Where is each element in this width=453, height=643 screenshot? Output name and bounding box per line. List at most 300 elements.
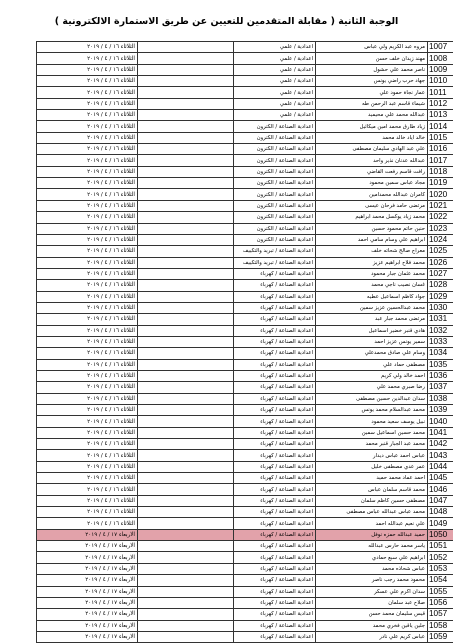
table-row [37, 620, 453, 631]
name-cell: محمد عثمان جبار محمود [316, 268, 428, 279]
date-cell: الثلاثاء ١٦ / ٤ / ٢٠١٩ [37, 132, 138, 143]
name-cell: محمد قاسم سلمان عباس [316, 484, 428, 495]
date-cell: الثلاثاء ١٦ / ٤ / ٢٠١٩ [37, 64, 138, 75]
name-cell: وسام علي صادق محمدعلي [316, 348, 428, 359]
date-cell: الثلاثاء ١٦ / ٤ / ٢٠١٩ [37, 336, 138, 347]
table-row [37, 212, 453, 223]
number-cell: 1012 [428, 98, 453, 109]
name-cell: مجاد عباس سمين محمود [316, 178, 428, 189]
table-row [37, 234, 453, 245]
date-cell: الثلاثاء ١٦ / ٤ / ٢٠١٩ [37, 518, 138, 529]
table-row [37, 246, 453, 257]
name-cell: مرتضى محمد جبار عبد [316, 314, 428, 325]
date-cell: الثلاثاء ١٦ / ٤ / ٢٠١٩ [37, 461, 138, 472]
date-cell: الاربعاء ١٧ / ٤ / ٢٠١٩ [37, 586, 138, 597]
number-cell: 1036 [428, 370, 453, 381]
date-cell: الثلاثاء ١٦ / ٤ / ٢٠١٩ [37, 405, 138, 416]
table-row [37, 563, 453, 574]
name-cell: كامران عبدالله محمدامين [316, 189, 428, 200]
date-cell: الثلاثاء ١٦ / ٤ / ٢٠١٩ [37, 280, 138, 291]
branch-cell: اعدادية الصناعة / كهرباء [234, 563, 316, 574]
empty-cell [138, 552, 234, 563]
table-row [37, 144, 453, 155]
name-cell: صلاح عبد سلمان [316, 597, 428, 608]
number-cell: 1037 [428, 382, 453, 393]
empty-cell [138, 212, 234, 223]
number-cell: 1031 [428, 314, 453, 325]
table-row [37, 166, 453, 177]
name-cell: رافت قاسم رفعت القاضي [316, 166, 428, 177]
number-cell: 1055 [428, 586, 453, 597]
date-cell: الثلاثاء ١٦ / ٤ / ٢٠١٩ [37, 212, 138, 223]
number-cell: 1039 [428, 405, 453, 416]
table-row [37, 325, 453, 336]
table-row [37, 291, 453, 302]
table-row [37, 348, 453, 359]
empty-cell [138, 302, 234, 313]
number-cell: 1008 [428, 53, 453, 64]
table-row [37, 336, 453, 347]
empty-cell [138, 144, 234, 155]
date-cell: الاربعاء ١٧ / ٤ / ٢٠١٩ [37, 529, 138, 540]
empty-cell [138, 76, 234, 87]
name-cell: علي عبد الهادي سليمان مصطفى [316, 144, 428, 155]
date-cell: الاربعاء ١٧ / ٤ / ٢٠١٩ [37, 609, 138, 620]
number-cell: 1010 [428, 76, 453, 87]
number-cell: 1053 [428, 563, 453, 574]
date-cell: الثلاثاء ١٦ / ٤ / ٢٠١٩ [37, 42, 138, 53]
name-cell: سدان عبدالدين حسين مصطفى [316, 393, 428, 404]
table-row [37, 609, 453, 620]
name-cell: ابراهيم علي سبع حمادي [316, 552, 428, 563]
name-cell: قيس سليمان محمد حسن [316, 609, 428, 620]
number-cell: 1052 [428, 552, 453, 563]
empty-cell [138, 178, 234, 189]
number-cell: 1058 [428, 620, 453, 631]
number-cell: 1026 [428, 257, 453, 268]
branch-cell: اعدادية الصناعة / الكترون [234, 212, 316, 223]
table-row [37, 439, 453, 450]
number-cell: 1020 [428, 189, 453, 200]
name-cell: محمد زياد يوكسل محمد ابراهيم [316, 212, 428, 223]
branch-cell: اعدادية الصناعة / الكترون [234, 189, 316, 200]
empty-cell [138, 631, 234, 642]
empty-cell [138, 53, 234, 64]
empty-cell [138, 484, 234, 495]
date-cell: الثلاثاء ١٦ / ٤ / ٢٠١٩ [37, 87, 138, 98]
date-cell: الثلاثاء ١٦ / ٤ / ٢٠١٩ [37, 234, 138, 245]
table-row [37, 461, 453, 472]
date-cell: الثلاثاء ١٦ / ٤ / ٢٠١٩ [37, 484, 138, 495]
name-cell: علي نعيم عبدالله احمد [316, 518, 428, 529]
name-cell: احمد عماد محمد حميد [316, 473, 428, 484]
branch-cell: اعدادية / علمي [234, 87, 316, 98]
branch-cell: اعدادية الصناعة / كهرباء [234, 405, 316, 416]
number-cell: 1022 [428, 212, 453, 223]
date-cell: الثلاثاء ١٦ / ٤ / ٢٠١٩ [37, 291, 138, 302]
date-cell: الثلاثاء ١٦ / ٤ / ٢٠١٩ [37, 155, 138, 166]
empty-cell [138, 370, 234, 381]
number-cell: 1013 [428, 110, 453, 121]
table-row [37, 302, 453, 313]
branch-cell: اعدادية / علمي [234, 64, 316, 75]
name-cell: مصطفى حسين كاظم سلمان [316, 495, 428, 506]
name-cell: جهاد حرب راضي يونس [316, 76, 428, 87]
table-row [37, 382, 453, 393]
empty-cell [138, 64, 234, 75]
date-cell: الثلاثاء ١٦ / ٤ / ٢٠١٩ [37, 121, 138, 132]
number-cell: 1044 [428, 461, 453, 472]
date-cell: الاربعاء ١٧ / ٤ / ٢٠١٩ [37, 552, 138, 563]
branch-cell: اعدادية الصناعة / الكترون [234, 155, 316, 166]
table-row [37, 370, 453, 381]
branch-cell: اعدادية الصناعة / كهرباء [234, 268, 316, 279]
name-cell: سمير يونس عزيز احمد [316, 336, 428, 347]
name-cell: حميد عبدالله حمزه نوفل [316, 529, 428, 540]
table-row [37, 631, 453, 642]
empty-cell [138, 473, 234, 484]
branch-cell: اعدادية الصناعة / كهرباء [234, 495, 316, 506]
table-row [37, 427, 453, 438]
number-cell: 1046 [428, 484, 453, 495]
branch-cell: اعدادية الصناعة / كهرباء [234, 325, 316, 336]
empty-cell [138, 359, 234, 370]
table-row [37, 495, 453, 506]
number-cell: 1011 [428, 87, 453, 98]
date-cell: الثلاثاء ١٦ / ٤ / ٢٠١٩ [37, 495, 138, 506]
date-cell: الثلاثاء ١٦ / ٤ / ٢٠١٩ [37, 427, 138, 438]
empty-cell [138, 268, 234, 279]
number-cell: 1009 [428, 64, 453, 75]
date-cell: الثلاثاء ١٦ / ٤ / ٢٠١٩ [37, 76, 138, 87]
number-cell: 1033 [428, 336, 453, 347]
branch-cell: اعدادية الصناعة / كهرباء [234, 348, 316, 359]
date-cell: الثلاثاء ١٦ / ٤ / ٢٠١٩ [37, 314, 138, 325]
table-row [37, 529, 453, 540]
empty-cell [138, 246, 234, 257]
table-row [37, 484, 453, 495]
date-cell: الثلاثاء ١٦ / ٤ / ٢٠١٩ [37, 178, 138, 189]
empty-cell [138, 405, 234, 416]
empty-cell [138, 166, 234, 177]
branch-cell: اعدادية الصناعة / كهرباء [234, 393, 316, 404]
name-cell: معراج صالح شحاته خلف [316, 246, 428, 257]
name-cell: جلين ياقين فخري محمد [316, 620, 428, 631]
table-row [37, 507, 453, 518]
empty-cell [138, 336, 234, 347]
branch-cell: اعدادية الصناعة / كهرباء [234, 291, 316, 302]
empty-cell [138, 507, 234, 518]
date-cell: الثلاثاء ١٦ / ٤ / ٢٠١٩ [37, 257, 138, 268]
empty-cell [138, 98, 234, 109]
number-cell: 1045 [428, 473, 453, 484]
date-cell: الثلاثاء ١٦ / ٤ / ٢٠١٩ [37, 144, 138, 155]
branch-cell: اعدادية الصناعة / كهرباء [234, 575, 316, 586]
branch-cell: اعدادية / علمي [234, 53, 316, 64]
date-cell: الثلاثاء ١٦ / ٤ / ٢٠١٩ [37, 53, 138, 64]
name-cell: عباس شحاذه محمد [316, 563, 428, 574]
name-cell: عباس احمد عباس ديدار [316, 450, 428, 461]
number-cell: 1014 [428, 121, 453, 132]
branch-cell: اعدادية الصناعة / كهرباء [234, 518, 316, 529]
name-cell: محمد حسين اسماعيل سمين [316, 427, 428, 438]
number-cell: 1047 [428, 495, 453, 506]
branch-cell: اعدادية الصناعة / كهرباء [234, 427, 316, 438]
empty-cell [138, 280, 234, 291]
date-cell: الثلاثاء ١٦ / ٤ / ٢٠١٩ [37, 416, 138, 427]
table-row [37, 132, 453, 143]
branch-cell: اعدادية الصناعة / كهرباء [234, 314, 316, 325]
name-cell: عمار نجاة حمود علي [316, 87, 428, 98]
date-cell: الثلاثاء ١٦ / ٤ / ٢٠١٩ [37, 223, 138, 234]
branch-cell: اعدادية / علمي [234, 98, 316, 109]
table-row [37, 473, 453, 484]
branch-cell: اعدادية الصناعة / كهرباء [234, 359, 316, 370]
number-cell: 1032 [428, 325, 453, 336]
table-row [37, 314, 453, 325]
table-row [37, 575, 453, 586]
name-cell: حنين حاتم محمود حسين [316, 223, 428, 234]
empty-cell [138, 200, 234, 211]
candidates-table [36, 41, 453, 643]
date-cell: الاربعاء ١٧ / ٤ / ٢٠١٩ [37, 620, 138, 631]
branch-cell: اعدادية الصناعة / كهرباء [234, 461, 316, 472]
date-cell: الثلاثاء ١٦ / ٤ / ٢٠١٩ [37, 200, 138, 211]
table-row [37, 121, 453, 132]
table-row [37, 416, 453, 427]
number-cell: 1025 [428, 246, 453, 257]
branch-cell: اعدادية الصناعة / الكترون [234, 132, 316, 143]
number-cell: 1028 [428, 280, 453, 291]
branch-cell: اعدادية الصناعة / كهرباء [234, 529, 316, 540]
empty-cell [138, 416, 234, 427]
table-row [37, 200, 453, 211]
branch-cell: اعدادية الصناعة / كهرباء [234, 473, 316, 484]
name-cell: محمود محمد رجب ناصر [316, 575, 428, 586]
empty-cell [138, 518, 234, 529]
number-cell: 1057 [428, 609, 453, 620]
name-cell: عبدالله عدنان نذير واحد [316, 155, 428, 166]
table-row [37, 110, 453, 121]
number-cell: 1015 [428, 132, 453, 143]
number-cell: 1059 [428, 631, 453, 642]
table-row [37, 268, 453, 279]
table-row [37, 518, 453, 529]
date-cell: الثلاثاء ١٦ / ٤ / ٢٠١٩ [37, 450, 138, 461]
empty-cell [138, 450, 234, 461]
name-cell: زياد طارق محمد امين ميكائيل [316, 121, 428, 132]
number-cell: 1021 [428, 200, 453, 211]
name-cell: محمد عباس عبدالله عباس مصطفى [316, 507, 428, 518]
empty-cell [138, 348, 234, 359]
date-cell: الثلاثاء ١٦ / ٤ / ٢٠١٩ [37, 246, 138, 257]
empty-cell [138, 439, 234, 450]
name-cell: خالد اياد خالد محمد [316, 132, 428, 143]
date-cell: الثلاثاء ١٦ / ٤ / ٢٠١٩ [37, 325, 138, 336]
date-cell: الاربعاء ١٧ / ٤ / ٢٠١٩ [37, 541, 138, 552]
table-row [37, 450, 453, 461]
number-cell: 1038 [428, 393, 453, 404]
branch-cell: اعدادية الصناعة / الكترون [234, 223, 316, 234]
empty-cell [138, 223, 234, 234]
date-cell: الثلاثاء ١٦ / ٤ / ٢٠١٩ [37, 393, 138, 404]
number-cell: 1043 [428, 450, 453, 461]
empty-cell [138, 155, 234, 166]
branch-cell: اعدادية الصناعة / كهرباء [234, 450, 316, 461]
number-cell: 1007 [428, 42, 453, 53]
date-cell: الثلاثاء ١٦ / ٤ / ٢٠١٩ [37, 370, 138, 381]
number-cell: 1019 [428, 178, 453, 189]
branch-cell: اعدادية الصناعة / كهرباء [234, 439, 316, 450]
branch-cell: اعدادية / علمي [234, 110, 316, 121]
date-cell: الثلاثاء ١٦ / ٤ / ٢٠١٩ [37, 507, 138, 518]
name-cell: مصطفى حماد علي [316, 359, 428, 370]
empty-cell [138, 291, 234, 302]
branch-cell: اعدادية الصناعة / كهرباء [234, 609, 316, 620]
table-row [37, 42, 453, 53]
branch-cell: اعدادية الصناعة / تبريد والتكييف [234, 257, 316, 268]
branch-cell: اعدادية الصناعة / كهرباء [234, 336, 316, 347]
name-cell: جواد كاظم اسماعيل عطيه [316, 291, 428, 302]
table-row [37, 155, 453, 166]
empty-cell [138, 620, 234, 631]
branch-cell: اعدادية / علمي [234, 42, 316, 53]
name-cell: ناصر محمد علي حشول [316, 64, 428, 75]
branch-cell: اعدادية الصناعة / كهرباء [234, 416, 316, 427]
empty-cell [138, 132, 234, 143]
table-row [37, 405, 453, 416]
number-cell: 1048 [428, 507, 453, 518]
date-cell: الاربعاء ١٧ / ٤ / ٢٠١٩ [37, 575, 138, 586]
branch-cell: اعدادية الصناعة / كهرباء [234, 302, 316, 313]
empty-cell [138, 427, 234, 438]
branch-cell: اعدادية الصناعة / الكترون [234, 144, 316, 155]
table-row [37, 53, 453, 64]
number-cell: 1017 [428, 155, 453, 166]
empty-cell [138, 87, 234, 98]
date-cell: الثلاثاء ١٦ / ٤ / ٢٠١٩ [37, 98, 138, 109]
empty-cell [138, 529, 234, 540]
date-cell: الاربعاء ١٧ / ٤ / ٢٠١٩ [37, 563, 138, 574]
empty-cell [138, 382, 234, 393]
number-cell: 1027 [428, 268, 453, 279]
branch-cell: اعدادية / علمي [234, 76, 316, 87]
date-cell: الثلاثاء ١٦ / ٤ / ٢٠١٩ [37, 439, 138, 450]
empty-cell [138, 314, 234, 325]
table-row [37, 541, 453, 552]
number-cell: 1042 [428, 439, 453, 450]
empty-cell [138, 325, 234, 336]
number-cell: 1056 [428, 597, 453, 608]
name-cell: عباس كريم علي نادر [316, 631, 428, 642]
name-cell: هادي قنبر خضير اسماعيل [316, 325, 428, 336]
number-cell: 1035 [428, 359, 453, 370]
table-row [37, 64, 453, 75]
branch-cell: اعدادية الصناعة / الكترون [234, 200, 316, 211]
number-cell: 1041 [428, 427, 453, 438]
empty-cell [138, 393, 234, 404]
table-row [37, 552, 453, 563]
table-row [37, 586, 453, 597]
branch-cell: اعدادية الصناعة / كهرباء [234, 280, 316, 291]
branch-cell: اعدادية الصناعة / الكترون [234, 121, 316, 132]
branch-cell: اعدادية الصناعة / الكترون [234, 166, 316, 177]
number-cell: 1051 [428, 541, 453, 552]
date-cell: الاربعاء ١٧ / ٤ / ٢٠١٩ [37, 597, 138, 608]
date-cell: الثلاثاء ١٦ / ٤ / ٢٠١٩ [37, 189, 138, 200]
name-cell: رضا صبري محمد علي [316, 382, 428, 393]
branch-cell: اعدادية الصناعة / كهرباء [234, 370, 316, 381]
branch-cell: اعدادية الصناعة / كهرباء [234, 620, 316, 631]
empty-cell [138, 495, 234, 506]
number-cell: 1018 [428, 166, 453, 177]
name-cell: عبدالله محمد علي محيميد [316, 110, 428, 121]
name-cell: مروه عبد الكريم ولي عباس [316, 42, 428, 53]
branch-cell: اعدادية الصناعة / كهرباء [234, 631, 316, 642]
name-cell: غسان نصيب ناجي محمد [316, 280, 428, 291]
date-cell: الثلاثاء ١٦ / ٤ / ٢٠١٩ [37, 359, 138, 370]
empty-cell [138, 609, 234, 620]
table-row [37, 178, 453, 189]
date-cell: الثلاثاء ١٦ / ٤ / ٢٠١٩ [37, 473, 138, 484]
name-cell: شيماء قاسم عبد الرحمن طه [316, 98, 428, 109]
empty-cell [138, 541, 234, 552]
table-row [37, 393, 453, 404]
number-cell: 1049 [428, 518, 453, 529]
branch-cell: اعدادية الصناعة / كهرباء [234, 382, 316, 393]
table-row [37, 223, 453, 234]
empty-cell [138, 575, 234, 586]
name-cell: عمر عدي مصطفى خليل [316, 461, 428, 472]
date-cell: الاربعاء ١٧ / ٤ / ٢٠١٩ [37, 631, 138, 642]
empty-cell [138, 42, 234, 53]
branch-cell: اعدادية الصناعة / كهرباء [234, 597, 316, 608]
name-cell: محمد فلاح ابراهيم عزيز [316, 257, 428, 268]
number-cell: 1029 [428, 291, 453, 302]
date-cell: الثلاثاء ١٦ / ٤ / ٢٠١٩ [37, 166, 138, 177]
number-cell: 1034 [428, 348, 453, 359]
table-row [37, 257, 453, 268]
branch-cell: اعدادية الصناعة / كهرباء [234, 484, 316, 495]
table-row [37, 87, 453, 98]
number-cell: 1030 [428, 302, 453, 313]
branch-cell: اعدادية الصناعة / كهرباء [234, 541, 316, 552]
number-cell: 1050 [428, 529, 453, 540]
empty-cell [138, 586, 234, 597]
table-row [37, 359, 453, 370]
table-row [37, 98, 453, 109]
branch-cell: اعدادية الصناعة / الكترون [234, 234, 316, 245]
name-cell: ياسر محمد حارس عبدالله [316, 541, 428, 552]
name-cell: محمد عبدالحسين عزيز سمين [316, 302, 428, 313]
number-cell: 1023 [428, 223, 453, 234]
name-cell: مرتضى حامد فرحان عيسى [316, 200, 428, 211]
branch-cell: اعدادية الصناعة / كهرباء [234, 507, 316, 518]
empty-cell [138, 461, 234, 472]
name-cell: احمد خالد ولي كريم [316, 370, 428, 381]
empty-cell [138, 563, 234, 574]
date-cell: الثلاثاء ١٦ / ٤ / ٢٠١٩ [37, 302, 138, 313]
name-cell: مهند زيدان خلف حسن [316, 53, 428, 64]
empty-cell [138, 121, 234, 132]
date-cell: الثلاثاء ١٦ / ٤ / ٢٠١٩ [37, 382, 138, 393]
name-cell: محمد عبدالسلام محمد يونس [316, 405, 428, 416]
number-cell: 1016 [428, 144, 453, 155]
number-cell: 1024 [428, 234, 453, 245]
table-row [37, 280, 453, 291]
number-cell: 1054 [428, 575, 453, 586]
empty-cell [138, 257, 234, 268]
